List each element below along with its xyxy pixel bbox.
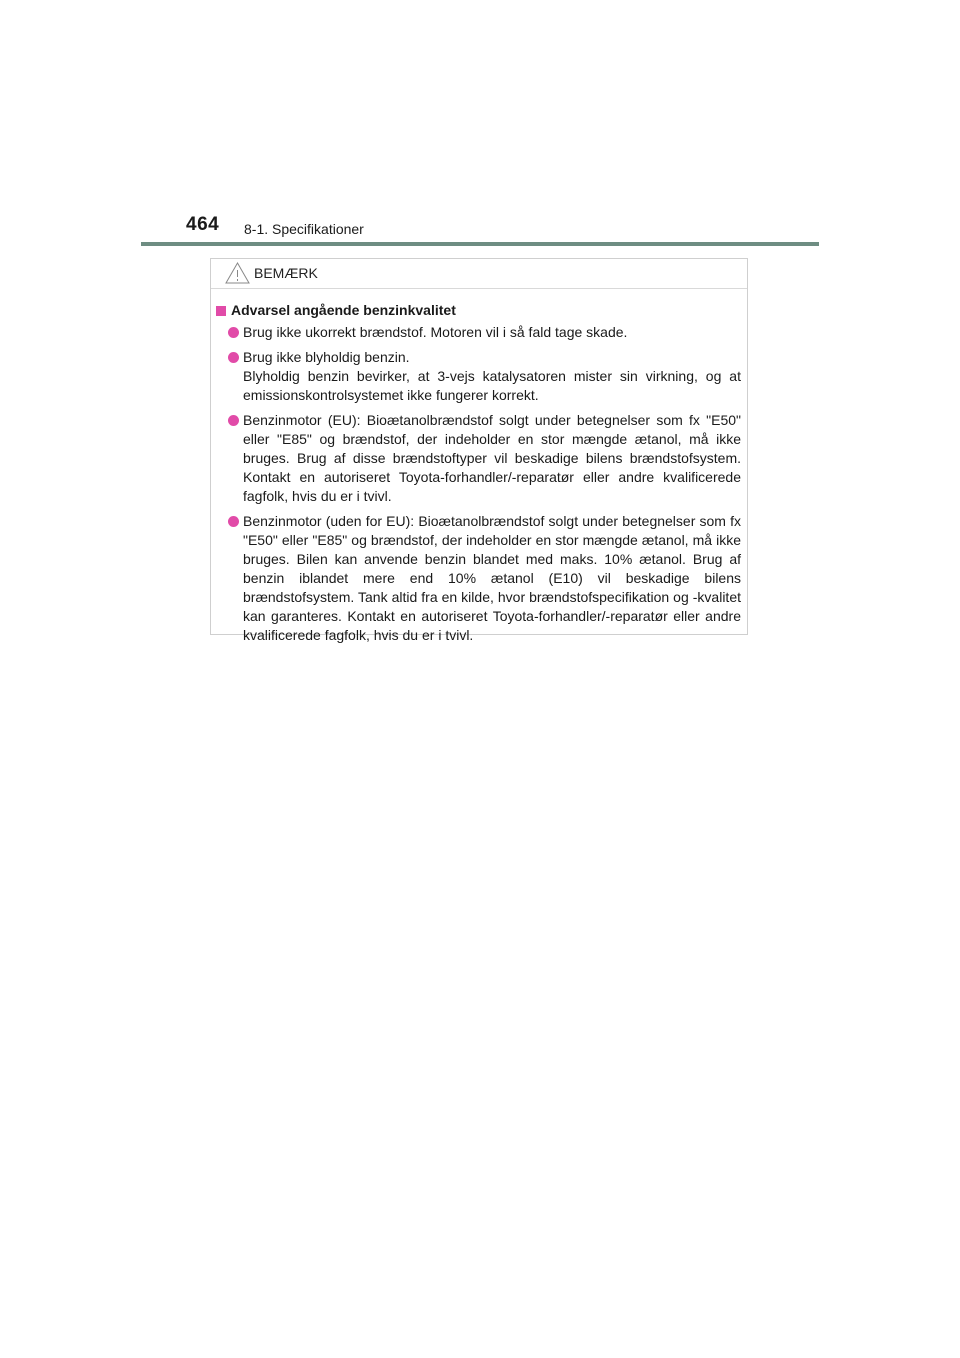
note-list xyxy=(216,323,741,645)
list-item-text: Brug ikke ukorrekt brændstof. Motoren vil i så fald tage skade. xyxy=(243,324,628,340)
bullet-dot-icon xyxy=(228,327,239,338)
warning-triangle-icon xyxy=(225,262,250,284)
section-title: 8-1. Specifikationer xyxy=(244,221,364,237)
note-box xyxy=(210,258,748,643)
note-body xyxy=(211,289,747,645)
note-heading-text: Advarsel angående benzinkvalitet xyxy=(231,302,456,318)
page-number: 464 xyxy=(186,214,220,235)
list-item-subtext: Blyholdig benzin bevirker, at 3-vejs katalysatoren mister sin virkning, og at emissionskontrolsystemet ikke fungerer korrekt. xyxy=(243,368,741,403)
note-header xyxy=(211,259,747,289)
list-item xyxy=(216,512,741,645)
list-item-text: Brug ikke blyholdig benzin. xyxy=(243,349,410,365)
note-heading xyxy=(216,301,741,320)
list-item xyxy=(216,411,741,506)
bullet-dot-icon xyxy=(228,352,239,363)
note-label: BEMÆRK xyxy=(254,265,318,281)
bullet-dot-icon xyxy=(228,516,239,527)
square-bullet-icon xyxy=(216,306,226,316)
list-item-text: Benzinmotor (uden for EU): Bioætanolbrændstof solgt under betegnelser som fx "E50" eller "E85" og brændstof, der indeholder en stor mængde ætanol, må ikke bruges. Bilen kan anvende benzin blandet med maks. 10% ætanol. Brug af benzin iblandet mere end 10% ætanol (E10) vil beskadige bilens brændstofsystem. Tank altid fra en kilde, hvor brændstofspecifikation og -kvalitet kan garanteres. Kontakt en autoriseret Toyota-forhandler/-reparatør eller andre kvalificerede fagfolk, hvis du er i tvivl. xyxy=(243,513,741,643)
header-rule xyxy=(141,242,819,246)
list-item-text: Benzinmotor (EU): Bioætanolbrændstof solgt under betegnelser som fx "E50" eller "E85" og brændstof, der indeholder en stor mængde ætanol, må ikke bruges. Brug af disse brændstoftyper vil beskadige bilens brændstofsystem. Kontakt en autoriseret Toyota-forhandler/-reparatør eller andre kvalificerede fagfolk, hvis du er i tvivl. xyxy=(243,412,741,504)
list-item xyxy=(216,348,741,405)
bullet-dot-icon xyxy=(228,415,239,426)
list-item xyxy=(216,323,741,342)
